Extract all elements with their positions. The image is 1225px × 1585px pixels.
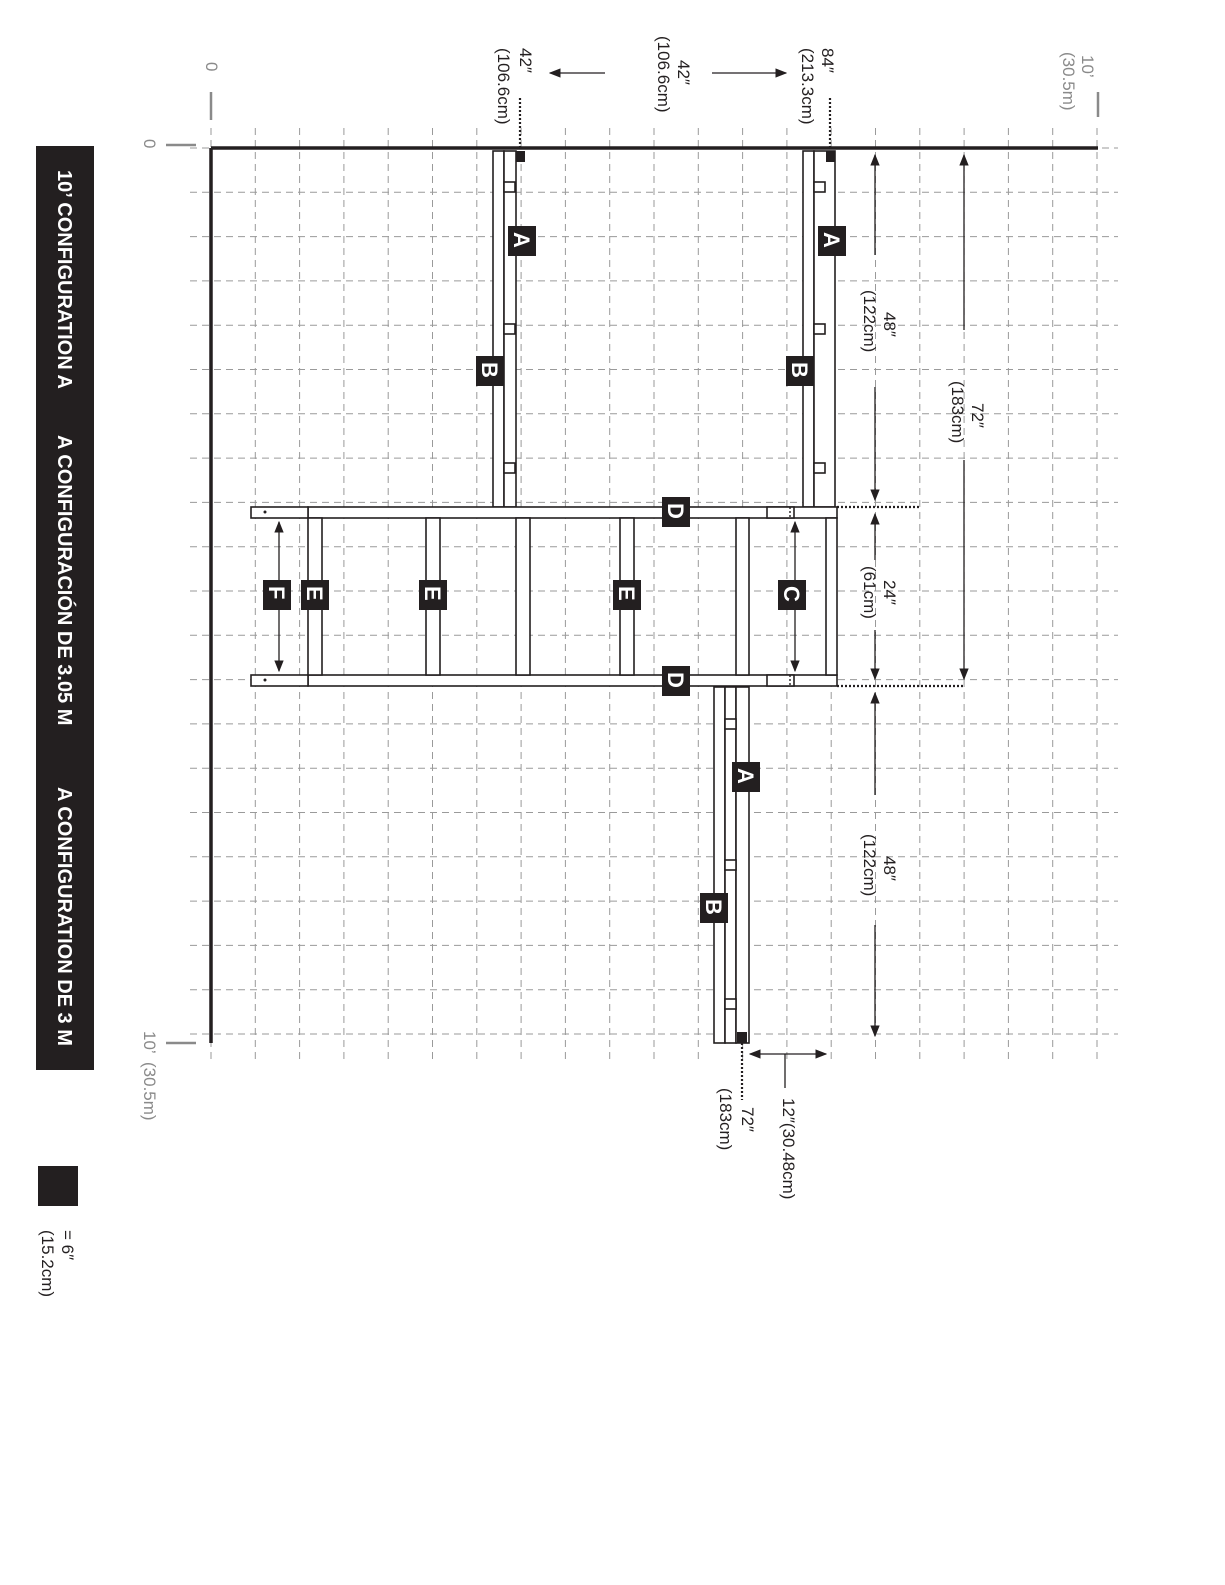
standard-upper-left <box>493 151 525 507</box>
label-b-upper-right <box>786 356 814 386</box>
label-a-lower <box>732 762 760 792</box>
legend-square <box>38 1166 78 1206</box>
dim-right-48-lower-metric: (122cm) <box>860 834 879 897</box>
dim-top-left-42-metric: (106.6cm) <box>494 48 513 125</box>
svg-text:F: F <box>264 586 289 600</box>
dim-right-48-lower: 48″ <box>880 856 899 881</box>
scale-end-top-metric: (30.5m) <box>1059 52 1078 111</box>
layout-grid <box>190 128 1118 1063</box>
scale-end-top: 10’ <box>1078 55 1097 78</box>
shelf-assembly <box>251 507 837 686</box>
dim-top-mid-42-metric: (106.6cm) <box>654 36 673 113</box>
label-b-upper-left <box>476 356 504 386</box>
svg-text:E: E <box>614 586 639 601</box>
label-e-2 <box>419 580 447 610</box>
label-a-upper-left <box>508 226 536 256</box>
scale-legend <box>38 1166 78 1297</box>
label-b-lower <box>700 893 728 923</box>
svg-text:E: E <box>302 586 327 601</box>
label-e-1 <box>613 580 641 610</box>
label-c <box>778 580 806 610</box>
dim-top-84-metric: (213.3cm) <box>798 48 817 125</box>
dim-right-48-upper: 48″ <box>880 312 899 337</box>
dim-top-mid-42: 42″ <box>674 60 693 85</box>
label-d-top <box>662 497 690 527</box>
part-labels <box>263 226 846 923</box>
dim-right-72-metric: (183cm) <box>948 381 967 444</box>
standard-upper-right <box>803 151 835 507</box>
dim-right-24-metric: (61cm) <box>860 566 879 619</box>
dim-bottom-72: 72″ <box>738 1107 757 1132</box>
svg-text:A: A <box>819 232 844 248</box>
label-a-upper-right <box>818 226 846 256</box>
banner-title-en: 10’ CONFIGURATION A <box>53 170 75 389</box>
legend-metric: (15.2cm) <box>38 1230 57 1298</box>
title-banner <box>36 146 94 1070</box>
dim-right-24: 24″ <box>880 580 899 605</box>
banner-title-fr: A CONFIGURATION DE 3 M <box>53 787 75 1046</box>
scale-end-left: 10’ <box>140 1031 159 1054</box>
dim-bottom-72-metric: (183cm) <box>716 1088 735 1151</box>
dim-right-48-upper-metric: (122cm) <box>860 290 879 353</box>
standard-lower <box>714 687 749 1043</box>
scale-origin-left: 0 <box>140 139 159 149</box>
label-f <box>263 580 291 610</box>
svg-text:D: D <box>663 672 688 688</box>
dim-bottom-12: 12″(30.48cm) <box>779 1098 798 1200</box>
label-e-3 <box>301 580 329 610</box>
legend-value: = 6″ <box>58 1230 77 1261</box>
svg-text:A: A <box>509 232 534 248</box>
label-d-bottom <box>662 666 690 696</box>
dim-top-84: 84″ <box>818 48 837 73</box>
svg-text:B: B <box>701 899 726 915</box>
dim-top-left-42: 42″ <box>516 48 535 73</box>
svg-text:B: B <box>787 362 812 378</box>
svg-text:E: E <box>420 586 445 601</box>
svg-text:D: D <box>663 503 688 519</box>
svg-text:C: C <box>779 586 804 602</box>
dim-right-72: 72″ <box>968 403 987 428</box>
svg-text:A: A <box>733 768 758 784</box>
svg-text:B: B <box>477 362 502 378</box>
scale-end-left-metric: (30.5m) <box>140 1062 159 1121</box>
scale-origin-top: 0 <box>202 62 221 72</box>
banner-title-es: A CONFIGURACIÓN DE 3.05 M <box>53 435 75 726</box>
